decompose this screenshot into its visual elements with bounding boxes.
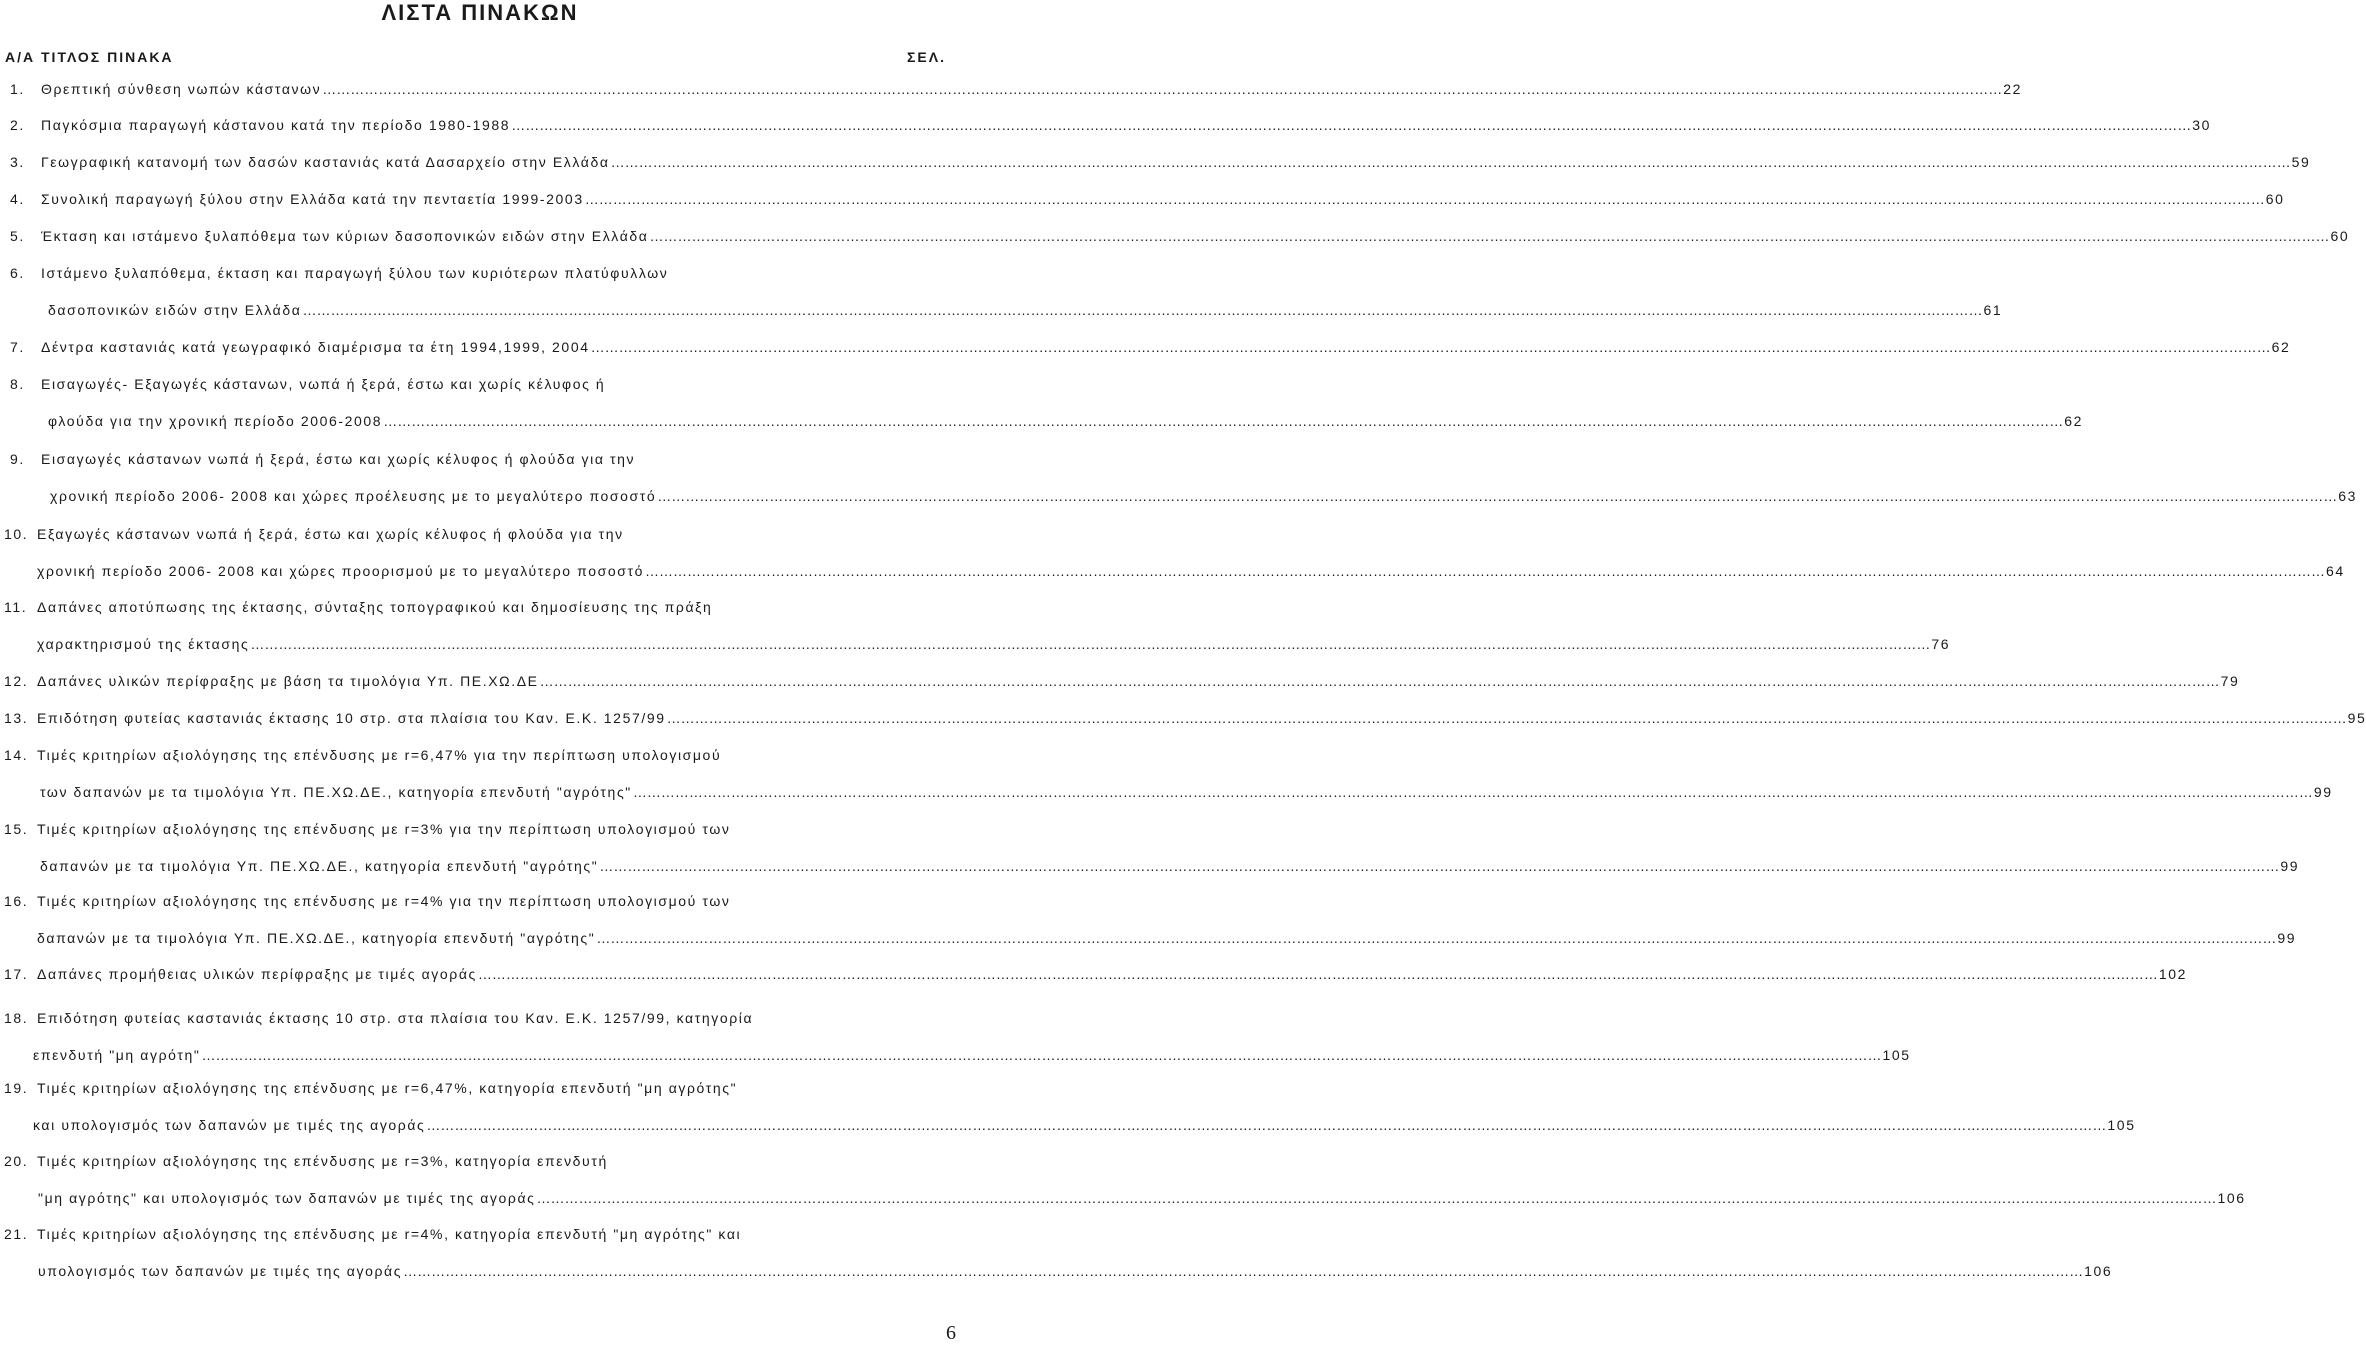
column-header-title: Α/Α ΤΙΤΛΟΣ ΠΙΝΑΚΑ (5, 49, 174, 65)
toc-entry-line (37, 929, 2297, 947)
entry-number: 8. (10, 376, 25, 392)
entry-title-text: Τιμές κριτηρίων αξιολόγησης της επένδυσης με r=4% για την περίπτωση υπολογισμού των (37, 893, 731, 909)
entry-page-number: 102 (2158, 966, 2188, 982)
entry-title-text: δαπανών με τα τιμολόγια Υπ. ΠΕ.ΧΩ.ΔΕ., κατηγορία επενδυτή "αγρότης" (40, 858, 599, 874)
toc-entry-line (40, 783, 2333, 801)
dot-leader: ……………………………………………………………………………………………………………………………………………………………………………………………………………………………………………………………………………………………………………………………… (657, 488, 2338, 504)
entry-title-text: υπολογισμός των δαπανών με τιμές της αγοράς (38, 1263, 403, 1279)
dot-leader: ……………………………………………………………………………………………………………………………………………………………………………………………………………………………………………………………………………………………………………………………… (477, 966, 2158, 982)
entry-title-text: χαρακτηρισμού της έκτασης (37, 636, 250, 652)
dot-leader: ……………………………………………………………………………………………………………………………………………………………………………………………………………………………………………………………………………………………………………………………… (511, 117, 2192, 133)
entry-title-text: Επιδότηση φυτείας καστανιάς έκτασης 10 στρ. στα πλαίσια του Καν. Ε.Κ. 1257/99 (37, 710, 666, 726)
entry-page-number: 62 (2271, 339, 2291, 355)
toc-entry-line (41, 190, 2285, 208)
dot-leader: ……………………………………………………………………………………………………………………………………………………………………………………………………………………………………………………………………………………………………………………………… (536, 1190, 2217, 1206)
entry-page-number: 60 (2330, 228, 2350, 244)
entry-title-text: Συνολική παραγωγή ξύλου στην Ελλάδα κατά την πενταετία 1999-2003 (41, 191, 584, 207)
dot-leader: ……………………………………………………………………………………………………………………………………………………………………………………………………………………………………………………………………………………………………………………………… (403, 1263, 2084, 1279)
entry-title-text: Επιδότηση φυτείας καστανιάς έκτασης 10 στρ. στα πλαίσια του Καν. Ε.Κ. 1257/99, κατηγορία (37, 1010, 754, 1026)
entry-page-number: 61 (1983, 302, 2003, 318)
entry-title-text: Δαπάνες προμήθειας υλικών περίφραξης με τιμές αγοράς (37, 966, 477, 982)
entry-number: 2. (10, 117, 25, 133)
entry-title-text: φλούδα για την χρονική περίοδο 2006-2008 (48, 413, 383, 429)
dot-leader: ……………………………………………………………………………………………………………………………………………………………………………………………………………………………………………………………………………………………………………………………… (383, 413, 2064, 429)
toc-entry-line (50, 487, 2358, 505)
entry-title-text: "μη αγρότης" και υπολογισμός των δαπανών με τιμές της αγοράς (38, 1190, 536, 1206)
entry-title-text: Γεωγραφική κατανομή των δασών καστανιάς κατά Δασαρχείο στην Ελλάδα (41, 154, 610, 170)
dot-leader: ……………………………………………………………………………………………………………………………………………………………………………………………………………………………………………………………………………………………………………………………… (201, 1047, 1882, 1063)
entry-number: 18. (4, 1010, 29, 1026)
entry-page-number: 79 (2220, 673, 2240, 689)
entry-number: 3. (10, 154, 25, 170)
entry-title-text: Έκταση και ιστάμενο ξυλαπόθεμα των κύριων δασοπονικών ειδών στην Ελλάδα (41, 228, 649, 244)
entry-number: 11. (4, 599, 28, 615)
dot-leader: ……………………………………………………………………………………………………………………………………………………………………………………………………………………………………………………………………………………………………………………………… (596, 930, 2277, 946)
column-header-page: ΣΕΛ. (907, 49, 946, 65)
entry-title-text: Θρεπτική σύνθεση νωπών κάστανων (41, 81, 322, 97)
entry-title-text: δαπανών με τα τιμολόγια Υπ. ΠΕ.ΧΩ.ΔΕ., κατηγορία επενδυτή "αγρότης" (37, 930, 596, 946)
dot-leader: ……………………………………………………………………………………………………………………………………………………………………………………………………………………………………………………………………………………………………………………………… (250, 636, 1931, 652)
dot-leader: ……………………………………………………………………………………………………………………………………………………………………………………………………………………………………………………………………………………………………………………………… (645, 563, 2325, 579)
entry-title-text: Ιστάμενο ξυλαπόθεμα, έκταση και παραγωγή ξύλου των κυριότερων πλατύφυλλων (41, 265, 669, 281)
dot-leader: ……………………………………………………………………………………………………………………………………………………………………………………………………………………………………………………………………………………………………………………………… (426, 1117, 2107, 1133)
entry-title-text: Εξαγωγές κάστανων νωπά ή ξερά, έστω και χωρίς κέλυφος ή φλούδα για την (37, 526, 624, 542)
entry-title-text: Παγκόσμια παραγωγή κάστανου κατά την περίοδο 1980-1988 (41, 117, 511, 133)
entry-page-number: 106 (2217, 1190, 2246, 1206)
toc-entry-line (38, 1189, 2246, 1207)
entry-number: 7. (10, 339, 25, 355)
toc-entry-line (37, 672, 2240, 690)
entry-title-text: Εισαγωγές κάστανων νωπά ή ξερά, έστω και χωρίς κέλυφος ή φλούδα για την (41, 451, 636, 467)
entry-title-text: Τιμές κριτηρίων αξιολόγησης της επένδυσης με r=3%, κατηγορία επενδυτή (37, 1153, 608, 1169)
dot-leader: ……………………………………………………………………………………………………………………………………………………………………………………………………………………………………………………………………………………………………………………………… (590, 339, 2271, 355)
entry-title-text: Δαπάνες υλικών περίφραξης με βάση τα τιμολόγια Υπ. ΠΕ.ΧΩ.ΔΕ (37, 673, 539, 689)
toc-entry-line (37, 635, 1951, 653)
entry-number: 14. (4, 747, 29, 763)
toc-entry-line (40, 857, 2300, 875)
toc-entry-line (41, 153, 2311, 171)
entry-page-number: 64 (2326, 563, 2345, 579)
entry-number: 12. (4, 673, 29, 689)
entry-title-text: Τιμές κριτηρίων αξιολόγησης της επένδυσης με r=6,47% για την περίπτωση υπολογισμού (37, 747, 722, 763)
entry-page-number: 99 (2313, 784, 2333, 800)
entry-number: 6. (10, 265, 25, 281)
entry-page-number: 105 (2107, 1117, 2136, 1133)
toc-entry-line (37, 965, 2188, 983)
entry-title-text: Τιμές κριτηρίων αξιολόγησης της επένδυσης με r=6,47%, κατηγορία επενδυτή "μη αγρότης" (37, 1080, 738, 1096)
entry-page-number: 22 (2003, 81, 2023, 97)
toc-entry-line (38, 1262, 2113, 1280)
entry-title-text: Δέντρα καστανιάς κατά γεωγραφικό διαμέρισμα τα έτη 1994,1999, 2004 (41, 339, 590, 355)
entry-title-text: Τιμές κριτηρίων αξιολόγησης της επένδυσης με r=3% για την περίπτωση υπολογισμού των (37, 821, 731, 837)
toc-entry-line (48, 301, 2003, 319)
toc-entry-line (37, 562, 2345, 580)
entry-title-text: των δαπανών με τα τιμολόγια Υπ. ΠΕ.ΧΩ.ΔΕ., κατηγορία επενδυτή "αγρότης" (40, 784, 632, 800)
entry-number: 5. (10, 228, 25, 244)
entry-title-text: δασοπονικών ειδών στην Ελλάδα (48, 302, 302, 318)
entry-title-text: επενδυτή "μη αγρότη" (33, 1047, 201, 1063)
page-number: 6 (946, 1322, 956, 1344)
entry-title-text: χρονική περίοδο 2006- 2008 και χώρες προορισμού με το μεγαλύτερο ποσοστό (37, 563, 644, 579)
toc-entry-line (33, 1116, 2136, 1134)
entry-page-number: 99 (2277, 930, 2297, 946)
toc-entry-line (33, 1046, 1911, 1064)
entry-page-number: 63 (2338, 488, 2358, 504)
dot-leader: ……………………………………………………………………………………………………………………………………………………………………………………………………………………………………………………………………………………………………………………………… (539, 673, 2220, 689)
entry-page-number: 62 (2064, 413, 2083, 429)
entry-number: 15. (4, 821, 29, 837)
entry-page-number: 60 (2265, 191, 2285, 207)
entry-number: 16. (4, 893, 29, 909)
dot-leader: ……………………………………………………………………………………………………………………………………………………………………………………………………………………………………………………………………………………………………………………………… (632, 784, 2313, 800)
dot-leader: ……………………………………………………………………………………………………………………………………………………………………………………………………………………………………………………………………………………………………………………………… (322, 81, 2003, 97)
dot-leader: ……………………………………………………………………………………………………………………………………………………………………………………………………………………………………………………………………………………………………………………………… (584, 191, 2265, 207)
entry-number: 4. (10, 191, 25, 207)
entry-title-text: Δαπάνες αποτύπωσης της έκτασης, σύνταξης τοπογραφικού και δημοσίευσης της πράξη (37, 599, 713, 615)
toc-entry-line (41, 338, 2291, 356)
entry-number: 21. (4, 1226, 29, 1242)
page-title: ΛΙΣΤΑ ΠΙΝΑΚΩΝ (381, 0, 579, 25)
entry-title-text: Τιμές κριτηρίων αξιολόγησης της επένδυσης με r=4%, κατηγορία επενδυτή "μη αγρότης" και (37, 1226, 742, 1242)
entry-page-number: 30 (2192, 117, 2211, 133)
entry-number: 17. (4, 966, 29, 982)
entry-page-number: 76 (1931, 636, 1951, 652)
toc-entry-line (48, 412, 2083, 430)
entry-number: 9. (10, 451, 25, 467)
dot-leader: ……………………………………………………………………………………………………………………………………………………………………………………………………………………………………………………………………………………………………………………………… (599, 858, 2280, 874)
toc-entry-line (37, 709, 2366, 727)
entry-title-text: Εισαγωγές- Εξαγωγές κάστανων, νωπά ή ξερά, έστω και χωρίς κέλυφος ή (41, 376, 606, 392)
entry-number: 1. (10, 81, 25, 97)
dot-leader: ……………………………………………………………………………………………………………………………………………………………………………………………………………………………………………………………………………………………………………………………… (302, 302, 1983, 318)
toc-entry-line (41, 116, 2211, 134)
dot-leader: ……………………………………………………………………………………………………………………………………………………………………………………………………………………………………………………………………………………………………………………………… (610, 154, 2291, 170)
dot-leader: ……………………………………………………………………………………………………………………………………………………………………………………………………………………………………………………………………………………………………………………………… (649, 228, 2330, 244)
entry-page-number: 59 (2291, 154, 2311, 170)
entry-number: 10. (4, 526, 29, 542)
entry-number: 20. (4, 1153, 29, 1169)
toc-entry-line (41, 227, 2350, 245)
entry-number: 19. (4, 1080, 29, 1096)
toc-entry-line (41, 80, 2023, 98)
entry-page-number: 95 (2347, 710, 2366, 726)
entry-number: 13. (4, 710, 29, 726)
entry-title-text: και υπολογισμός των δαπανών με τιμές της αγοράς (33, 1117, 426, 1133)
entry-page-number: 105 (1882, 1047, 1911, 1063)
entry-page-number: 99 (2280, 858, 2300, 874)
entry-title-text: χρονική περίοδο 2006- 2008 και χώρες προέλευσης με το μεγαλύτερο ποσοστό (50, 488, 657, 504)
dot-leader: ……………………………………………………………………………………………………………………………………………………………………………………………………………………………………………………………………………………………………………………………… (666, 710, 2347, 726)
entry-page-number: 106 (2084, 1263, 2113, 1279)
